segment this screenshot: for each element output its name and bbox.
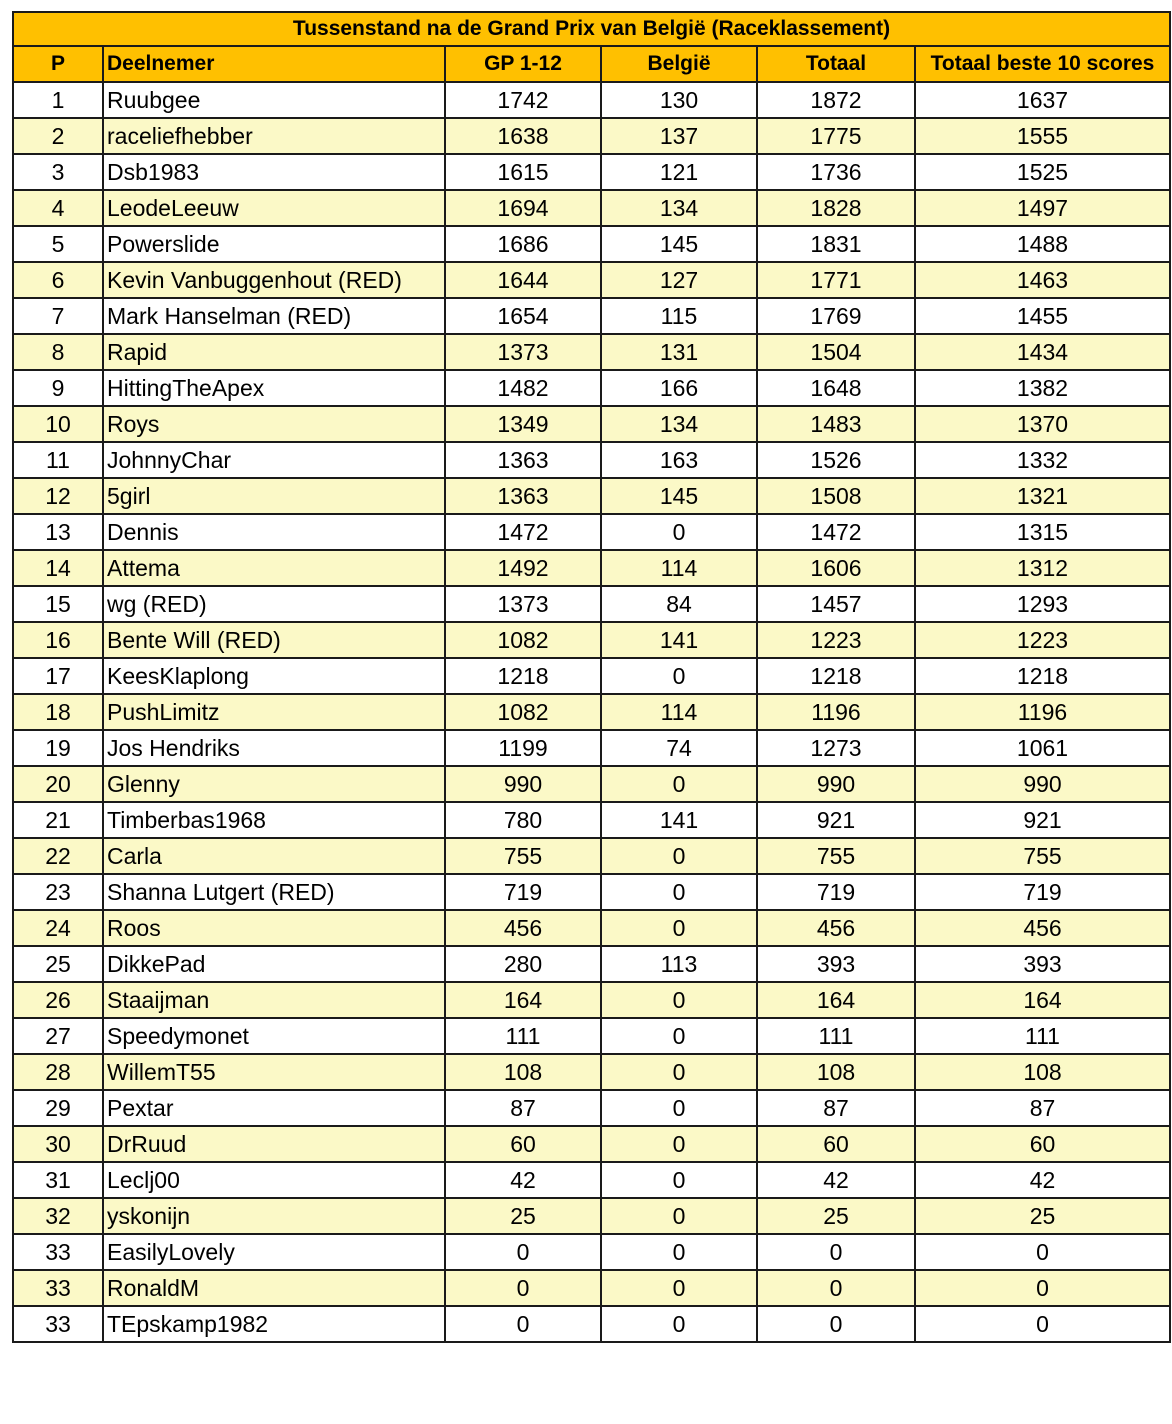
table-row	[13, 1270, 1170, 1306]
cell-gp-1-12[interactable]: 1199	[445, 730, 601, 766]
cell-total[interactable]: 1273	[757, 730, 915, 766]
table-row	[13, 658, 1170, 694]
cell-gp-1-12[interactable]: 456	[445, 910, 601, 946]
cell-gp-1-12[interactable]: 1363	[445, 442, 601, 478]
cell-gp-1-12[interactable]: 719	[445, 874, 601, 910]
cell-position[interactable]: 33	[13, 1270, 103, 1306]
cell-best-10-total[interactable]: 0	[915, 1234, 1170, 1270]
table-row	[13, 838, 1170, 874]
cell-best-10-total[interactable]: 1196	[915, 694, 1170, 730]
cell-total[interactable]: 108	[757, 1054, 915, 1090]
cell-belgium[interactable]: 0	[601, 838, 757, 874]
cell-gp-1-12[interactable]: 0	[445, 1306, 601, 1342]
table-row	[13, 226, 1170, 262]
cell-gp-1-12[interactable]: 1654	[445, 298, 601, 334]
cell-participant[interactable]: Dsb1983	[103, 154, 445, 190]
cell-position[interactable]: 33	[13, 1306, 103, 1342]
cell-total[interactable]: 1504	[757, 334, 915, 370]
cell-best-10-total[interactable]: 1525	[915, 154, 1170, 190]
cell-total[interactable]: 0	[757, 1234, 915, 1270]
cell-best-10-total[interactable]: 1312	[915, 550, 1170, 586]
cell-gp-1-12[interactable]: 990	[445, 766, 601, 802]
cell-gp-1-12[interactable]: 1482	[445, 370, 601, 406]
cell-participant[interactable]: EasilyLovely	[103, 1234, 445, 1270]
cell-gp-1-12[interactable]: 1218	[445, 658, 601, 694]
cell-total[interactable]: 1526	[757, 442, 915, 478]
cell-gp-1-12[interactable]: 60	[445, 1126, 601, 1162]
table-row	[13, 82, 1170, 118]
cell-best-10-total[interactable]: 42	[915, 1162, 1170, 1198]
cell-belgium[interactable]: 0	[601, 658, 757, 694]
cell-gp-1-12[interactable]: 0	[445, 1234, 601, 1270]
table-row	[13, 334, 1170, 370]
table-row	[13, 406, 1170, 442]
cell-participant[interactable]: Kevin Vanbuggenhout (RED)	[103, 262, 445, 298]
table-row	[13, 1306, 1170, 1342]
cell-participant[interactable]: Rapid	[103, 334, 445, 370]
cell-total[interactable]: 0	[757, 1270, 915, 1306]
cell-total[interactable]: 1508	[757, 478, 915, 514]
table-row	[13, 370, 1170, 406]
cell-total[interactable]: 1775	[757, 118, 915, 154]
cell-gp-1-12[interactable]: 42	[445, 1162, 601, 1198]
cell-total[interactable]: 755	[757, 838, 915, 874]
cell-participant[interactable]: Glenny	[103, 766, 445, 802]
cell-belgium[interactable]: 166	[601, 370, 757, 406]
cell-position[interactable]: 7	[13, 298, 103, 334]
cell-participant[interactable]: Ruubgee	[103, 82, 445, 118]
cell-best-10-total[interactable]: 108	[915, 1054, 1170, 1090]
cell-gp-1-12[interactable]: 1373	[445, 586, 601, 622]
cell-belgium[interactable]: 113	[601, 946, 757, 982]
cell-participant[interactable]: Bente Will (RED)	[103, 622, 445, 658]
cell-position[interactable]: 14	[13, 550, 103, 586]
cell-total[interactable]: 87	[757, 1090, 915, 1126]
cell-participant[interactable]: WillemT55	[103, 1054, 445, 1090]
header-belgium[interactable]: België	[601, 46, 757, 82]
table-row	[13, 154, 1170, 190]
cell-position[interactable]: 28	[13, 1054, 103, 1090]
cell-gp-1-12[interactable]: 1082	[445, 694, 601, 730]
cell-total[interactable]: 42	[757, 1162, 915, 1198]
cell-gp-1-12[interactable]: 780	[445, 802, 601, 838]
table-row	[13, 946, 1170, 982]
cell-position[interactable]: 4	[13, 190, 103, 226]
cell-belgium[interactable]: 0	[601, 1090, 757, 1126]
cell-position[interactable]: 17	[13, 658, 103, 694]
cell-best-10-total[interactable]: 1370	[915, 406, 1170, 442]
header-participant[interactable]: Deelnemer	[103, 46, 445, 82]
cell-total[interactable]: 1872	[757, 82, 915, 118]
cell-belgium[interactable]: 0	[601, 766, 757, 802]
cell-total[interactable]: 111	[757, 1018, 915, 1054]
table-row	[13, 766, 1170, 802]
cell-gp-1-12[interactable]: 1373	[445, 334, 601, 370]
cell-belgium[interactable]: 145	[601, 226, 757, 262]
cell-belgium[interactable]: 0	[601, 1270, 757, 1306]
table-row	[13, 1162, 1170, 1198]
cell-position[interactable]: 1	[13, 82, 103, 118]
standings-sheet	[12, 11, 1171, 1343]
cell-best-10-total[interactable]: 87	[915, 1090, 1170, 1126]
cell-best-10-total[interactable]: 1637	[915, 82, 1170, 118]
table-row	[13, 550, 1170, 586]
cell-gp-1-12[interactable]: 1472	[445, 514, 601, 550]
cell-best-10-total[interactable]: 456	[915, 910, 1170, 946]
cell-participant[interactable]: yskonijn	[103, 1198, 445, 1234]
cell-total[interactable]: 1769	[757, 298, 915, 334]
cell-belgium[interactable]: 121	[601, 154, 757, 190]
cell-position[interactable]: 31	[13, 1162, 103, 1198]
cell-position[interactable]: 29	[13, 1090, 103, 1126]
table-row	[13, 694, 1170, 730]
cell-best-10-total[interactable]: 0	[915, 1306, 1170, 1342]
cell-position[interactable]: 13	[13, 514, 103, 550]
cell-belgium[interactable]: 130	[601, 82, 757, 118]
cell-best-10-total[interactable]: 1382	[915, 370, 1170, 406]
table-row	[13, 1018, 1170, 1054]
cell-participant[interactable]: JohnnyChar	[103, 442, 445, 478]
cell-participant[interactable]: Leclj00	[103, 1162, 445, 1198]
cell-total[interactable]: 990	[757, 766, 915, 802]
cell-belgium[interactable]: 114	[601, 694, 757, 730]
cell-belgium[interactable]: 127	[601, 262, 757, 298]
cell-best-10-total[interactable]: 1332	[915, 442, 1170, 478]
cell-position[interactable]: 3	[13, 154, 103, 190]
cell-total[interactable]: 1771	[757, 262, 915, 298]
cell-gp-1-12[interactable]: 0	[445, 1270, 601, 1306]
cell-belgium[interactable]: 0	[601, 1306, 757, 1342]
table-row	[13, 262, 1170, 298]
cell-gp-1-12[interactable]: 164	[445, 982, 601, 1018]
cell-belgium[interactable]: 134	[601, 190, 757, 226]
cell-position[interactable]: 18	[13, 694, 103, 730]
cell-best-10-total[interactable]: 1463	[915, 262, 1170, 298]
cell-gp-1-12[interactable]: 1615	[445, 154, 601, 190]
cell-belgium[interactable]: 0	[601, 1198, 757, 1234]
cell-position[interactable]: 25	[13, 946, 103, 982]
cell-belgium[interactable]: 0	[601, 1018, 757, 1054]
cell-belgium[interactable]: 74	[601, 730, 757, 766]
title-row	[13, 12, 1170, 46]
cell-best-10-total[interactable]: 1293	[915, 586, 1170, 622]
cell-participant[interactable]: Mark Hanselman (RED)	[103, 298, 445, 334]
table-row	[13, 1090, 1170, 1126]
table-row	[13, 118, 1170, 154]
cell-participant[interactable]: Speedymonet	[103, 1018, 445, 1054]
cell-best-10-total[interactable]: 393	[915, 946, 1170, 982]
cell-best-10-total[interactable]: 1218	[915, 658, 1170, 694]
cell-gp-1-12[interactable]: 1363	[445, 478, 601, 514]
cell-participant[interactable]: Timberbas1968	[103, 802, 445, 838]
cell-position[interactable]: 23	[13, 874, 103, 910]
cell-gp-1-12[interactable]: 1644	[445, 262, 601, 298]
cell-participant[interactable]: Roys	[103, 406, 445, 442]
cell-position[interactable]: 19	[13, 730, 103, 766]
cell-belgium[interactable]: 84	[601, 586, 757, 622]
cell-gp-1-12[interactable]: 1082	[445, 622, 601, 658]
cell-participant[interactable]: Roos	[103, 910, 445, 946]
cell-best-10-total[interactable]: 0	[915, 1270, 1170, 1306]
cell-position[interactable]: 9	[13, 370, 103, 406]
table-row	[13, 1126, 1170, 1162]
cell-total[interactable]: 1218	[757, 658, 915, 694]
header-row	[13, 46, 1170, 82]
cell-participant[interactable]: wg (RED)	[103, 586, 445, 622]
cell-total[interactable]: 1472	[757, 514, 915, 550]
cell-participant[interactable]: Powerslide	[103, 226, 445, 262]
cell-gp-1-12[interactable]: 755	[445, 838, 601, 874]
cell-best-10-total[interactable]: 719	[915, 874, 1170, 910]
cell-position[interactable]: 27	[13, 1018, 103, 1054]
cell-total[interactable]: 1196	[757, 694, 915, 730]
cell-position[interactable]: 8	[13, 334, 103, 370]
cell-gp-1-12[interactable]: 108	[445, 1054, 601, 1090]
cell-gp-1-12[interactable]: 87	[445, 1090, 601, 1126]
cell-position[interactable]: 16	[13, 622, 103, 658]
table-row	[13, 1234, 1170, 1270]
table-row	[13, 298, 1170, 334]
standings-table	[12, 11, 1171, 1343]
cell-best-10-total[interactable]: 990	[915, 766, 1170, 802]
cell-position[interactable]: 22	[13, 838, 103, 874]
cell-best-10-total[interactable]: 1555	[915, 118, 1170, 154]
table-row	[13, 1198, 1170, 1234]
cell-belgium[interactable]: 115	[601, 298, 757, 334]
cell-position[interactable]: 26	[13, 982, 103, 1018]
cell-participant[interactable]: Attema	[103, 550, 445, 586]
cell-participant[interactable]: TEpskamp1982	[103, 1306, 445, 1342]
cell-gp-1-12[interactable]: 1638	[445, 118, 601, 154]
cell-best-10-total[interactable]: 755	[915, 838, 1170, 874]
cell-position[interactable]: 10	[13, 406, 103, 442]
cell-position[interactable]: 21	[13, 802, 103, 838]
cell-belgium[interactable]: 0	[601, 982, 757, 1018]
cell-belgium[interactable]: 0	[601, 874, 757, 910]
cell-gp-1-12[interactable]: 1742	[445, 82, 601, 118]
cell-position[interactable]: 30	[13, 1126, 103, 1162]
cell-total[interactable]: 1483	[757, 406, 915, 442]
cell-best-10-total[interactable]: 1434	[915, 334, 1170, 370]
table-row	[13, 514, 1170, 550]
cell-best-10-total[interactable]: 921	[915, 802, 1170, 838]
cell-total[interactable]: 164	[757, 982, 915, 1018]
table-title[interactable]: Tussenstand na de Grand Prix van België (Raceklassement)	[13, 12, 1170, 46]
cell-gp-1-12[interactable]: 1686	[445, 226, 601, 262]
header-position[interactable]: P	[13, 46, 103, 82]
cell-total[interactable]: 1736	[757, 154, 915, 190]
table-row	[13, 478, 1170, 514]
table-row	[13, 802, 1170, 838]
cell-best-10-total[interactable]: 60	[915, 1126, 1170, 1162]
cell-belgium[interactable]: 0	[601, 514, 757, 550]
cell-belgium[interactable]: 0	[601, 1162, 757, 1198]
cell-participant[interactable]: HittingTheApex	[103, 370, 445, 406]
cell-best-10-total[interactable]: 25	[915, 1198, 1170, 1234]
cell-participant[interactable]: KeesKlaplong	[103, 658, 445, 694]
table-body	[13, 82, 1170, 1342]
table-row	[13, 910, 1170, 946]
cell-position[interactable]: 11	[13, 442, 103, 478]
cell-total[interactable]: 719	[757, 874, 915, 910]
cell-belgium[interactable]: 134	[601, 406, 757, 442]
cell-total[interactable]: 1606	[757, 550, 915, 586]
cell-gp-1-12[interactable]: 1492	[445, 550, 601, 586]
cell-best-10-total[interactable]: 1321	[915, 478, 1170, 514]
cell-position[interactable]: 15	[13, 586, 103, 622]
cell-participant[interactable]: DikkePad	[103, 946, 445, 982]
cell-best-10-total[interactable]: 1455	[915, 298, 1170, 334]
header-best-10-total[interactable]: Totaal beste 10 scores	[915, 46, 1170, 82]
cell-position[interactable]: 33	[13, 1234, 103, 1270]
cell-total[interactable]: 1648	[757, 370, 915, 406]
cell-gp-1-12[interactable]: 1349	[445, 406, 601, 442]
cell-participant[interactable]: Shanna Lutgert (RED)	[103, 874, 445, 910]
cell-belgium[interactable]: 141	[601, 622, 757, 658]
table-row	[13, 442, 1170, 478]
cell-total[interactable]: 1828	[757, 190, 915, 226]
cell-belgium[interactable]: 0	[601, 910, 757, 946]
cell-participant[interactable]: LeodeLeeuw	[103, 190, 445, 226]
cell-best-10-total[interactable]: 1497	[915, 190, 1170, 226]
cell-best-10-total[interactable]: 1061	[915, 730, 1170, 766]
cell-total[interactable]: 1831	[757, 226, 915, 262]
cell-belgium[interactable]: 114	[601, 550, 757, 586]
cell-position[interactable]: 32	[13, 1198, 103, 1234]
table-row	[13, 586, 1170, 622]
table-row	[13, 1054, 1170, 1090]
cell-total[interactable]: 0	[757, 1306, 915, 1342]
cell-belgium[interactable]: 0	[601, 1126, 757, 1162]
cell-best-10-total[interactable]: 1223	[915, 622, 1170, 658]
cell-participant[interactable]: raceliefhebber	[103, 118, 445, 154]
cell-total[interactable]: 456	[757, 910, 915, 946]
cell-participant[interactable]: Dennis	[103, 514, 445, 550]
cell-participant[interactable]: Staaijman	[103, 982, 445, 1018]
table-row	[13, 874, 1170, 910]
cell-position[interactable]: 12	[13, 478, 103, 514]
table-row	[13, 190, 1170, 226]
cell-participant[interactable]: RonaldM	[103, 1270, 445, 1306]
header-total[interactable]: Totaal	[757, 46, 915, 82]
cell-position[interactable]: 2	[13, 118, 103, 154]
cell-total[interactable]: 25	[757, 1198, 915, 1234]
cell-belgium[interactable]: 131	[601, 334, 757, 370]
cell-participant[interactable]: Pextar	[103, 1090, 445, 1126]
cell-best-10-total[interactable]: 164	[915, 982, 1170, 1018]
cell-participant[interactable]: Carla	[103, 838, 445, 874]
cell-best-10-total[interactable]: 1315	[915, 514, 1170, 550]
cell-position[interactable]: 24	[13, 910, 103, 946]
table-row	[13, 982, 1170, 1018]
cell-total[interactable]: 921	[757, 802, 915, 838]
cell-belgium[interactable]: 137	[601, 118, 757, 154]
cell-position[interactable]: 5	[13, 226, 103, 262]
cell-position[interactable]: 20	[13, 766, 103, 802]
cell-belgium[interactable]: 0	[601, 1054, 757, 1090]
header-gp-1-12[interactable]: GP 1-12	[445, 46, 601, 82]
table-row	[13, 730, 1170, 766]
table-row	[13, 622, 1170, 658]
cell-gp-1-12[interactable]: 25	[445, 1198, 601, 1234]
cell-participant[interactable]: 5girl	[103, 478, 445, 514]
cell-position[interactable]: 6	[13, 262, 103, 298]
cell-total[interactable]: 60	[757, 1126, 915, 1162]
cell-gp-1-12[interactable]: 111	[445, 1018, 601, 1054]
cell-total[interactable]: 1223	[757, 622, 915, 658]
cell-belgium[interactable]: 163	[601, 442, 757, 478]
cell-total[interactable]: 393	[757, 946, 915, 982]
cell-belgium[interactable]: 0	[601, 1234, 757, 1270]
cell-belgium[interactable]: 145	[601, 478, 757, 514]
cell-participant[interactable]: PushLimitz	[103, 694, 445, 730]
cell-participant[interactable]: Jos Hendriks	[103, 730, 445, 766]
cell-belgium[interactable]: 141	[601, 802, 757, 838]
cell-participant[interactable]: DrRuud	[103, 1126, 445, 1162]
cell-total[interactable]: 1457	[757, 586, 915, 622]
cell-best-10-total[interactable]: 111	[915, 1018, 1170, 1054]
cell-best-10-total[interactable]: 1488	[915, 226, 1170, 262]
cell-gp-1-12[interactable]: 280	[445, 946, 601, 982]
cell-gp-1-12[interactable]: 1694	[445, 190, 601, 226]
